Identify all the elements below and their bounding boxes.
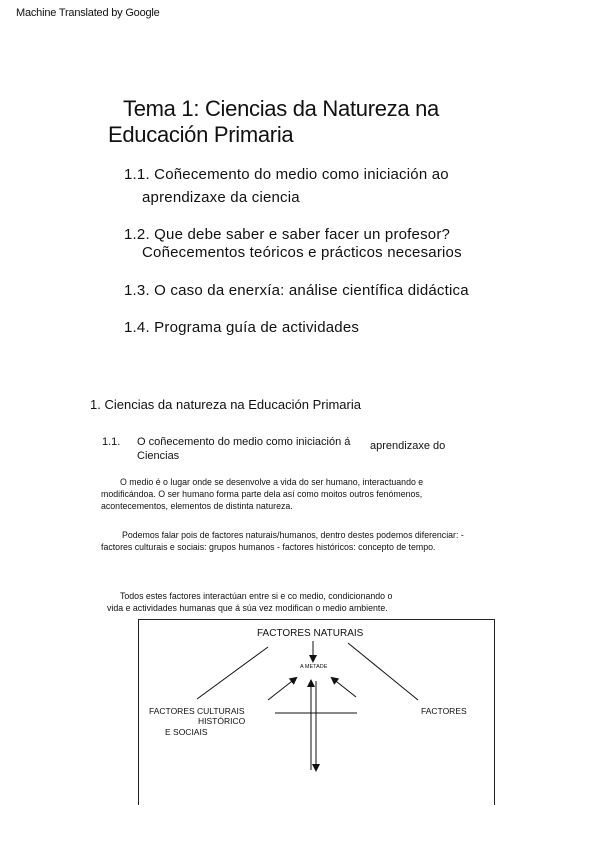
diagram-center-label: A METADE [300, 664, 328, 670]
paragraph-2-line-1: Podemos falar pois de factores naturais/humanos, dentro destes podemos diferenciar: - [122, 530, 464, 540]
right-arrow-to-center [332, 678, 356, 697]
diagram-left-label-2: HISTÓRICO [198, 716, 246, 726]
subsection-title-part-b: aprendizaxe do [370, 440, 446, 452]
subsection-title-part-c: Ciencias [137, 450, 180, 462]
diagram-left-label-1: FACTORES CULTURAIS [149, 706, 245, 716]
paragraph-3-line-1: Todos estes factores interactúan entre si e co medio, condicionando o [120, 591, 393, 601]
paragraph-1-line-2: modificándoa. O ser humano forma parte dela así como moitos outros fenómenos, [101, 489, 423, 499]
machine-translation-banner: Machine Translated by Google [16, 7, 160, 19]
toc-item-3: 1.3. O caso da enerxía: análise científica didáctica [124, 282, 469, 299]
toc-item-2-line-1: 1.2. Que debe saber e saber facer un profesor? [124, 226, 451, 243]
diagram-left-label-3: E SOCIAIS [165, 727, 208, 737]
right-diagonal-line [348, 643, 418, 700]
section-heading: 1. Ciencias da natureza na Educación Primaria [90, 397, 361, 412]
toc-item-1-line-1: 1.1. Coñecemento do medio como iniciación ao [124, 166, 449, 183]
paragraph-1-line-3: acontecementos, elementos de distinta natureza. [101, 501, 293, 511]
left-diagonal-line [197, 647, 268, 699]
paragraph-1-line-1: O medio é o lugar onde se desenvolve a vida do ser humano, interactuando e [120, 477, 424, 487]
toc-item-2-line-2: Coñecementos teóricos e prácticos necesarios [142, 244, 462, 261]
subsection-title-part-a: O coñecemento do medio como iniciación á [137, 436, 351, 448]
diagram-right-label: FACTORES [421, 706, 467, 716]
left-arrow-to-center [268, 678, 296, 700]
page-title-line-1: Tema 1: Ciencias da Natureza na [123, 96, 439, 121]
subsection-number: 1.1. [102, 436, 121, 448]
diagram-top-label: FACTORES NATURAIS [257, 628, 364, 639]
page-title-line-2: Educación Primaria [108, 122, 294, 147]
paragraph-3-line-2: vida e actividades humanas que á súa vez modifican o medio ambiente. [107, 603, 388, 613]
toc-item-4: 1.4. Programa guía de actividades [124, 319, 360, 336]
toc-item-1-line-2: aprendizaxe da ciencia [142, 189, 300, 206]
paragraph-2-line-2: factores culturais e sociais: grupos humanos - factores históricos: concepto de tempo. [101, 542, 436, 552]
